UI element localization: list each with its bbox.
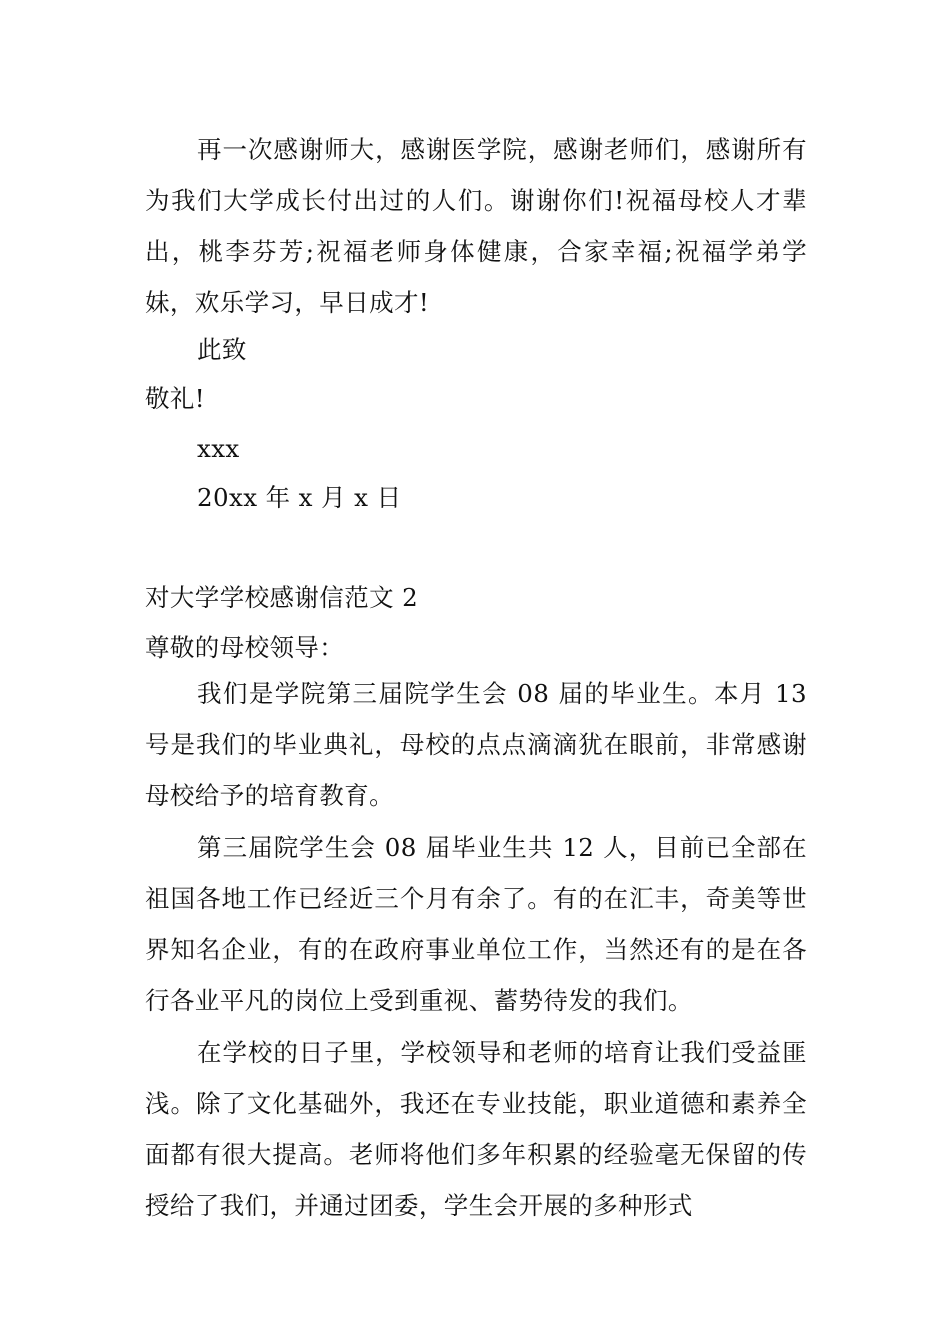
body-paragraph-2: 第三届院学生会 08 届毕业生共 12 人，目前已全部在祖国各地工作已经近三个月有余了。有的在汇丰，奇美等世界知名企业，有的在政府事业单位工作，当然还有的是在各行各业平凡的岗位上受到重视、蓄势待发的我们。 <box>145 833 807 1015</box>
salutation-line-2: 敬礼! <box>145 384 206 413</box>
signature: xxx <box>197 434 240 463</box>
salutation-line-1: 此致 <box>197 335 247 364</box>
closing-paragraph: 再一次感谢师大，感谢医学院，感谢老师们，感谢所有为我们大学成长付出过的人们。谢谢你们!祝福母校人才辈出，桃李芬芳;祝福老师身体健康，合家幸福;祝福学弟学妹，欢乐学习，早日成才! <box>145 135 807 317</box>
greeting: 尊敬的母校领导： <box>145 633 345 662</box>
letter-date: 20xx 年 x 月 x 日 <box>197 483 402 512</box>
body-paragraph-3: 在学校的日子里，学校领导和老师的培育让我们受益匪浅。除了文化基础外，我还在专业技能，职业道德和素养全面都有很大提高。老师将他们多年积累的经验毫无保留的传授给了我们，并通过团委，学生会开展的多种形式 <box>145 1038 807 1220</box>
body-paragraph-1: 我们是学院第三届院学生会 08 届的毕业生。本月 13 号是我们的毕业典礼，母校的点点滴滴犹在眼前，非常感谢母校给予的培育教育。 <box>145 679 807 810</box>
section-title: 对大学学校感谢信范文 2 <box>145 583 419 612</box>
